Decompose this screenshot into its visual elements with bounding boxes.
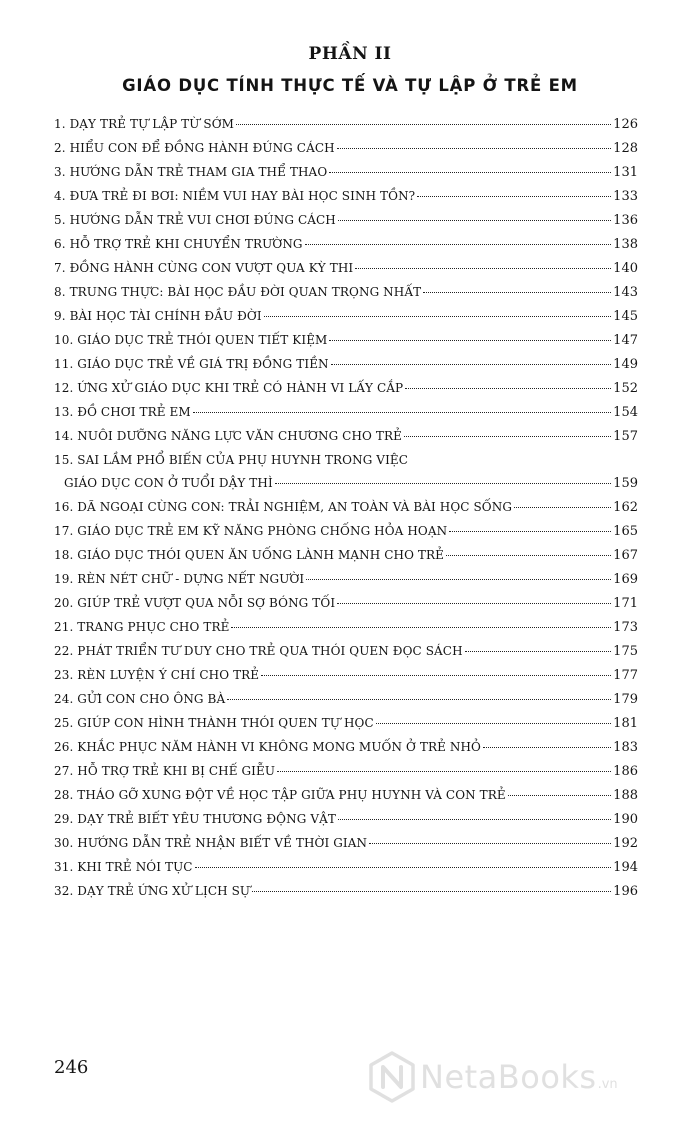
toc-entry-title: 19. RÈN NÉT CHỮ - DỰNG NẾT NGƯỜI [54, 572, 305, 586]
toc-entry [54, 759, 638, 783]
toc-entry-page: 152 [613, 381, 638, 396]
toc-entry-title: 7. ĐỒNG HÀNH CÙNG CON VƯỢT QUA KỲ THI [54, 261, 354, 275]
toc-entry-title: 24. GỬI CON CHO ÔNG BÀ [54, 692, 226, 706]
toc-entry-title: 27. HỖ TRỢ TRẺ KHI BỊ CHẾ GIỄU [54, 764, 276, 778]
toc-entry [54, 328, 638, 352]
toc-entry-page: 131 [613, 165, 638, 180]
toc-entry-line [54, 759, 638, 783]
toc-entry-page: 167 [613, 548, 638, 563]
toc-entry-page: 157 [613, 429, 638, 444]
toc-entry-title: 10. GIÁO DỤC TRẺ THÓI QUEN TIẾT KIỆM [54, 333, 328, 347]
toc-entry-line [54, 352, 638, 376]
dot-leader [275, 483, 611, 484]
toc-entry-page: 143 [613, 285, 638, 300]
toc-entry-line [54, 855, 638, 879]
toc-entry-page: 188 [613, 788, 638, 803]
toc-entry-title: 30. HƯỚNG DẪN TRẺ NHẬN BIẾT VỀ THỜI GIAN [54, 836, 368, 850]
toc-entry [54, 400, 638, 424]
toc-entry-line [54, 304, 638, 328]
dot-leader [305, 244, 612, 245]
dot-leader [264, 316, 611, 317]
toc-entry-line [54, 879, 638, 903]
toc-entry [54, 855, 638, 879]
toc-entry-line [54, 783, 638, 807]
toc-entry-page: 169 [613, 572, 638, 587]
toc-entry-line [54, 615, 638, 639]
toc-entry-line [54, 807, 638, 831]
toc-entry-title: 3. HƯỚNG DẪN TRẺ THAM GIA THỂ THAO [54, 165, 328, 179]
toc-entry-title: 1. DẠY TRẺ TỰ LẬP TỪ SỚM [54, 117, 235, 131]
toc-entry-line [54, 711, 638, 735]
watermark-suffix: .vn [597, 1076, 618, 1092]
toc-entry-title: 21. TRANG PHỤC CHO TRẺ [54, 620, 230, 634]
dot-leader [404, 436, 611, 437]
toc-entry [54, 112, 638, 136]
toc-entry [54, 495, 638, 519]
toc-entry-title: 26. KHẮC PHỤC NĂM HÀNH VI KHÔNG MONG MUỐN Ở TRẺ NHỎ [54, 740, 481, 754]
toc-entry-line [54, 424, 638, 448]
toc-entry [54, 663, 638, 687]
toc-entry-page: 173 [613, 620, 638, 635]
toc-entry-title: 12. ỨNG XỬ GIÁO DỤC KHI TRẺ CÓ HÀNH VI LẤY CẮP [54, 381, 404, 395]
toc-entry-page: 192 [613, 836, 638, 851]
toc-entry [54, 256, 638, 280]
toc-entry-line [54, 831, 638, 855]
dot-leader [508, 795, 611, 796]
toc-entry-title: 31. KHI TRẺ NÓI TỤC [54, 860, 193, 874]
toc-entry-line [54, 112, 638, 136]
toc-entry-title: 5. HƯỚNG DẪN TRẺ VUI CHƠI ĐÚNG CÁCH [54, 213, 336, 227]
toc-entry-line [54, 184, 638, 208]
toc-entry-title: 4. ĐƯA TRẺ ĐI BƠI: NIỀM VUI HAY BÀI HỌC SINH TỒN? [54, 189, 416, 203]
toc-entry-line [54, 735, 638, 759]
dot-leader [329, 340, 611, 341]
toc-entry-page: 171 [613, 596, 638, 611]
dot-leader [483, 747, 611, 748]
toc-entry [54, 831, 638, 855]
toc-entry [54, 519, 638, 543]
toc-entry-page: 149 [613, 357, 638, 372]
toc-entry-title: 28. THÁO GỠ XUNG ĐỘT VỀ HỌC TẬP GIỮA PHỤ HUYNH VÀ CON TRẺ [54, 788, 506, 802]
toc-entry-title: 6. HỖ TRỢ TRẺ KHI CHUYỂN TRƯỜNG [54, 237, 303, 251]
dot-leader [331, 364, 612, 365]
watermark [368, 1050, 618, 1104]
toc-entry [54, 711, 638, 735]
toc-entry-first-line [54, 448, 638, 471]
dot-leader [376, 723, 611, 724]
toc-entry-page: 138 [613, 237, 638, 252]
toc-entry [54, 352, 638, 376]
toc-entry [54, 424, 638, 448]
toc-entry-page: 190 [613, 812, 638, 827]
dot-leader [355, 268, 611, 269]
toc-entry-line [54, 519, 638, 543]
table-of-contents [54, 112, 638, 903]
toc-entry-title: 29. DẠY TRẺ BIẾT YÊU THƯƠNG ĐỘNG VẬT [54, 812, 336, 826]
toc-entry [54, 543, 638, 567]
toc-entry-line [54, 400, 638, 424]
toc-entry-title: 15. SAI LẦM PHỔ BIẾN CỦA PHỤ HUYNH TRONG VIỆC [54, 453, 409, 467]
toc-entry [54, 376, 638, 400]
toc-entry-title: 14. NUÔI DƯỠNG NĂNG LỰC VĂN CHƯƠNG CHO TRẺ [54, 429, 402, 443]
toc-entry [54, 208, 638, 232]
toc-entry [54, 783, 638, 807]
toc-entry-page: 147 [613, 333, 638, 348]
toc-entry [54, 448, 638, 495]
toc-entry-line [54, 280, 638, 304]
toc-entry-title: 9. BÀI HỌC TÀI CHÍNH ĐẦU ĐỜI [54, 309, 262, 323]
toc-entry [54, 687, 638, 711]
dot-leader [423, 292, 611, 293]
dot-leader [195, 867, 612, 868]
page-number: 246 [54, 1057, 89, 1078]
toc-entry [54, 879, 638, 903]
toc-entry-line [54, 591, 638, 615]
watermark-text: NetaBooks [420, 1058, 597, 1096]
netabooks-logo-icon [368, 1051, 416, 1103]
toc-entry-page: 162 [613, 500, 638, 515]
dot-leader [369, 843, 611, 844]
toc-entry [54, 136, 638, 160]
dot-leader [514, 507, 611, 508]
toc-entry-page: 159 [613, 476, 638, 491]
toc-entry-page: 183 [613, 740, 638, 755]
toc-entry-title: 2. HIỂU CON ĐỂ ĐỒNG HÀNH ĐÚNG CÁCH [54, 141, 335, 155]
dot-leader [231, 627, 611, 628]
toc-entry-line [54, 376, 638, 400]
toc-entry [54, 639, 638, 663]
toc-entry-page: 133 [613, 189, 638, 204]
toc-entry [54, 280, 638, 304]
toc-entry [54, 184, 638, 208]
toc-entry-page: 136 [613, 213, 638, 228]
toc-entry-page: 186 [613, 764, 638, 779]
toc-entry-title: 18. GIÁO DỤC THÓI QUEN ĂN UỐNG LÀNH MẠNH CHO TRẺ [54, 548, 445, 562]
toc-entry [54, 735, 638, 759]
toc-entry [54, 567, 638, 591]
toc-entry-title: 25. GIÚP CON HÌNH THÀNH THÓI QUEN TỰ HỌC [54, 716, 374, 730]
toc-entry-line [54, 232, 638, 256]
toc-entry-page: 154 [613, 405, 638, 420]
toc-entry-line [54, 208, 638, 232]
dot-leader [261, 675, 611, 676]
toc-entry-line [54, 136, 638, 160]
toc-entry-title: 16. DÃ NGOẠI CÙNG CON: TRẢI NGHIỆM, AN TOÀN VÀ BÀI HỌC SỐNG [54, 500, 513, 514]
toc-entry-title-continuation: GIÁO DỤC CON Ở TUỔI DẬY THÌ [64, 476, 273, 490]
dot-leader [465, 651, 612, 652]
toc-entry-page: 179 [613, 692, 638, 707]
dot-leader [306, 579, 611, 580]
toc-entry [54, 160, 638, 184]
dot-leader [252, 891, 611, 892]
toc-entry-page: 196 [613, 884, 638, 899]
dot-leader [446, 555, 611, 556]
toc-entry-line [54, 160, 638, 184]
toc-entry [54, 807, 638, 831]
dot-leader [338, 819, 611, 820]
dot-leader [337, 148, 611, 149]
part-label: PHẦN II [308, 44, 392, 64]
toc-entry-page: 194 [613, 860, 638, 875]
toc-entry-line [54, 567, 638, 591]
toc-entry [54, 304, 638, 328]
toc-entry-title: 22. PHÁT TRIỂN TƯ DUY CHO TRẺ QUA THÓI QUEN ĐỌC SÁCH [54, 644, 463, 658]
toc-entry-line [54, 663, 638, 687]
toc-entry-title: 11. GIÁO DỤC TRẺ VỀ GIÁ TRỊ ĐỒNG TIỀN [54, 357, 329, 371]
toc-entry-title: 13. ĐỒ CHƠI TRẺ EM [54, 405, 191, 419]
toc-entry-line [54, 495, 638, 519]
dot-leader [277, 771, 611, 772]
toc-entry-page: 175 [613, 644, 638, 659]
toc-entry-line [54, 328, 638, 352]
toc-entry-page: 128 [613, 141, 638, 156]
dot-leader [417, 196, 611, 197]
toc-entry-page: 177 [613, 668, 638, 683]
toc-entry-title: 23. RÈN LUYỆN Ý CHÍ CHO TRẺ [54, 668, 260, 682]
part-title: GIÁO DỤC TÍNH THỰC TẾ VÀ TỰ LẬP Ở TRẺ EM [122, 76, 578, 95]
dot-leader [329, 172, 611, 173]
toc-entry-continuation-line [54, 471, 638, 495]
dot-leader [227, 699, 611, 700]
toc-entry [54, 232, 638, 256]
toc-entry-title: 32. DẠY TRẺ ỨNG XỬ LỊCH SỰ [54, 884, 251, 898]
toc-entry-line [54, 639, 638, 663]
toc-entry-page: 165 [613, 524, 638, 539]
dot-leader [405, 388, 611, 389]
toc-entry-title: 17. GIÁO DỤC TRẺ EM KỸ NĂNG PHÒNG CHỐNG HỎA HOẠN [54, 524, 448, 538]
dot-leader [449, 531, 611, 532]
toc-entry-title: 20. GIÚP TRẺ VƯỢT QUA NỖI SỢ BÓNG TỐI [54, 596, 336, 610]
dot-leader [236, 124, 611, 125]
toc-entry [54, 615, 638, 639]
toc-entry-page: 145 [613, 309, 638, 324]
dot-leader [338, 220, 611, 221]
toc-entry-page: 181 [613, 716, 638, 731]
toc-entry-line [54, 687, 638, 711]
toc-entry-title: 8. TRUNG THỰC: BÀI HỌC ĐẦU ĐỜI QUAN TRỌNG NHẤT [54, 285, 422, 299]
toc-entry-page: 126 [613, 117, 638, 132]
toc-entry [54, 591, 638, 615]
dot-leader [193, 412, 611, 413]
toc-entry-page: 140 [613, 261, 638, 276]
dot-leader [337, 603, 611, 604]
toc-entry-line [54, 256, 638, 280]
toc-entry-line [54, 543, 638, 567]
